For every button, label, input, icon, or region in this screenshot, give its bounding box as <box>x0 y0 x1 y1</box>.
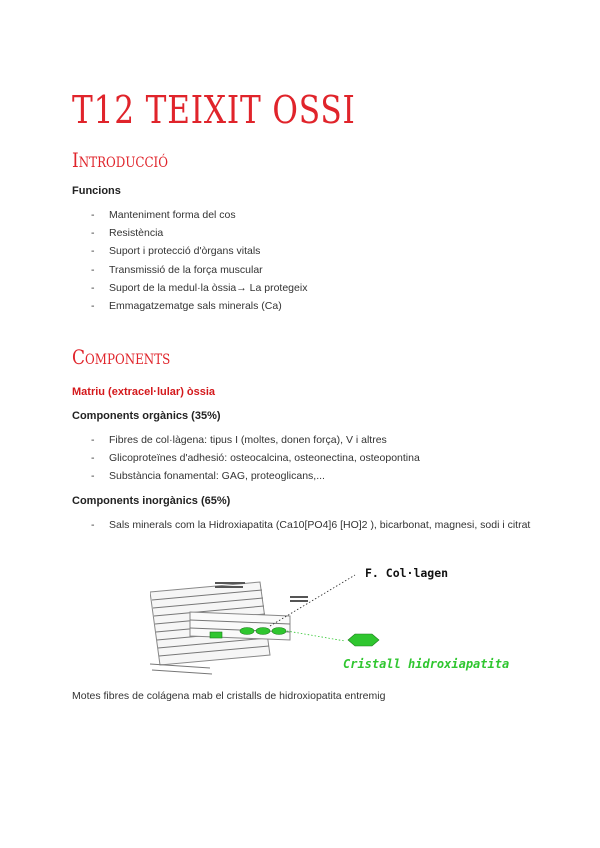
figure-caption: Motes fibres de colágena mab el cristalls de hidroxiopatita entremig <box>72 690 386 702</box>
section-heading-introduccio: Introducció <box>72 148 169 172</box>
funcions-list <box>72 206 307 315</box>
list-item: - Substància fonamental: GAG, proteoglicans,... <box>72 467 420 485</box>
inorganics-label: Components inorgànics (65%) <box>72 495 231 507</box>
list-item: - Fibres de col·làgena: tipus I (moltes, donen força), V i altres <box>72 431 420 449</box>
crystal-hexagon <box>348 634 379 646</box>
list-item: - Glicoproteïnes d'adhesió: osteocalcina, osteonectina, osteopontina <box>72 449 420 467</box>
matriu-label: Matriu (extracel·lular) òssia <box>72 386 216 398</box>
crystal-leader-line <box>287 631 345 641</box>
collagen-leader-line <box>270 575 355 626</box>
list-item: - Resistència <box>72 224 307 242</box>
organics-list <box>72 431 420 486</box>
page-title: T12 TEIXIT OSSI <box>72 88 356 132</box>
list-item: - Manteniment forma del cos <box>72 206 307 224</box>
organics-label: Components orgànics (35%) <box>72 410 221 422</box>
section-heading-components: Components <box>72 345 171 369</box>
list-item: - Emmagatzematge sals minerals (Ca) <box>72 297 307 315</box>
list-item: - Sals minerals com la Hidroxiapatita (Ca10[PO4]6 [HO]2 ), bicarbonat, magnesi, sodi i citrat <box>72 515 532 535</box>
crystal-label: Cristall hidroxiapatita <box>343 657 510 671</box>
list-item: - Suport de la medul·la òssia→ La protegeix <box>72 279 307 297</box>
list-item: - Suport i protecció d'òrgans vitals <box>72 242 307 260</box>
funcions-label: Funcions <box>72 185 121 197</box>
collagen-label: F. Col·lagen <box>365 566 449 580</box>
inorganics-list <box>72 515 532 535</box>
list-item: - Transmissió de la força muscular <box>72 261 307 279</box>
collagen-fibres <box>150 582 290 674</box>
